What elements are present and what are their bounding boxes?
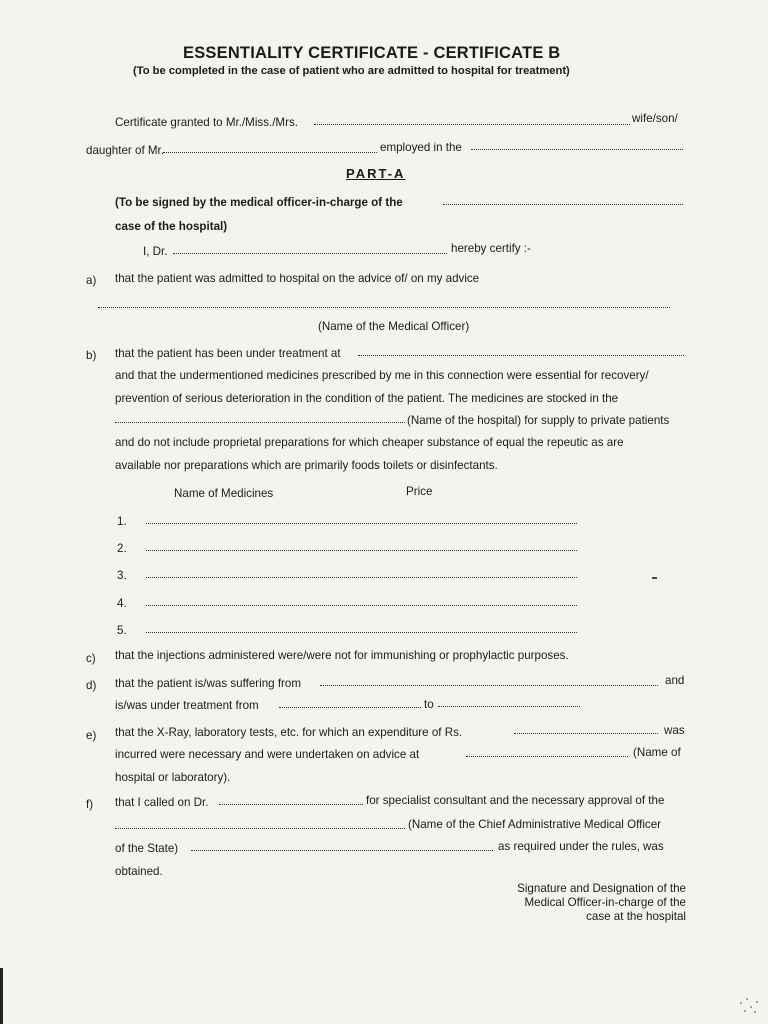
medicine-row-number: 4. (117, 597, 127, 610)
item-d-marker: d) (86, 679, 97, 692)
scan-edge-mark (0, 968, 3, 1024)
doctor-name-blank[interactable] (173, 253, 447, 254)
medical-officer-blank[interactable] (98, 307, 670, 308)
item-b-marker: b) (86, 349, 97, 362)
hospital-name-blank[interactable] (115, 422, 405, 423)
hospital-charge-blank[interactable] (443, 204, 683, 205)
wife-son-label: wife/son/ (632, 112, 678, 125)
case-of-hospital-label: case of the hospital) (115, 220, 228, 233)
chief-officer-blank[interactable] (115, 828, 405, 829)
item-d-line2: is/was under treatment from (115, 699, 259, 712)
item-e-marker: e) (86, 729, 97, 742)
treatment-from-blank[interactable] (279, 707, 421, 708)
medicine-row-number: 2. (117, 542, 127, 555)
treatment-to-blank[interactable] (438, 706, 580, 707)
certificate-subtitle: (To be completed in the case of patient who are admitted to hospital for treatment) (133, 65, 570, 77)
signature-line3: case at the hospital (586, 910, 686, 923)
item-e-was: was (664, 724, 685, 737)
price-column-header: Price (406, 485, 433, 498)
state-blank[interactable] (191, 850, 493, 851)
illness-blank[interactable] (320, 685, 658, 686)
employed-in-label: employed in the (380, 141, 462, 154)
item-b-line6: available nor preparations which are primarily foods toilets or disinfectants. (115, 459, 498, 472)
item-d-and: and (665, 674, 685, 687)
treatment-place-blank[interactable] (358, 355, 684, 356)
hereby-certify-label: hereby certify :- (451, 242, 531, 255)
item-e-line3: hospital or laboratory). (115, 771, 231, 784)
i-dr-label: I, Dr. (143, 245, 168, 258)
item-e-line2: incurred were necessary and were undertaken on advice at (115, 748, 420, 761)
item-f-line4: obtained. (115, 865, 163, 878)
medicines-column-header: Name of Medicines (174, 487, 274, 500)
item-b-line1: that the patient has been under treatment at (115, 347, 341, 360)
item-b-line2: and that the undermentioned medicines prescribed by me in this connection were essential for recovery/ (115, 369, 649, 382)
scan-mark (652, 577, 657, 579)
item-e-line1: that the X-Ray, laboratory tests, etc. for which an expenditure of Rs. (115, 726, 463, 739)
signed-by-label: (To be signed by the medical officer-in-charge of the (115, 196, 403, 209)
part-a-heading: PART-A (346, 166, 406, 181)
signature-line2: Medical Officer-in-charge of the (524, 896, 686, 909)
medicine-row-number: 1. (117, 515, 127, 528)
item-f-line1a: that I called on Dr. (115, 796, 209, 809)
item-b-line4: (Name of the hospital) for supply to private patients (407, 414, 670, 427)
advice-place-blank[interactable] (466, 756, 628, 757)
medicine-row-blank[interactable] (146, 550, 577, 551)
expenditure-blank[interactable] (514, 733, 658, 734)
signature-line1: Signature and Designation of the (517, 882, 686, 895)
medicine-row-number: 5. (117, 624, 127, 637)
item-f-line3b: as required under the rules, was (498, 840, 664, 853)
granted-to-label: Certificate granted to Mr./Miss./Mrs. (115, 116, 298, 129)
specialist-doctor-blank[interactable] (219, 804, 363, 805)
medicine-row-blank[interactable] (146, 605, 577, 606)
item-b-line3: prevention of serious deterioration in the condition of the patient. The medicines are stocked in the (115, 392, 619, 405)
item-d-line1: that the patient is/was suffering from (115, 677, 302, 690)
employer-blank[interactable] (471, 149, 683, 150)
certificate-title: ESSENTIALITY CERTIFICATE - CERTIFICATE B (183, 44, 561, 62)
item-e-name-of: (Name of (633, 746, 681, 759)
daughter-of-label: daughter of Mr. (86, 144, 164, 157)
medicine-row-blank[interactable] (146, 632, 577, 633)
father-name-blank[interactable] (163, 152, 377, 153)
item-a-text: that the patient was admitted to hospital on the advice of/ on my advice (115, 272, 480, 285)
medicine-row-blank[interactable] (146, 577, 577, 578)
item-a-marker: a) (86, 274, 97, 287)
item-b-line5: and do not include proprietal preparations for which cheaper substance of equal the repeutic as are (115, 436, 624, 449)
item-f-line3a: of the State) (115, 842, 179, 855)
medicine-row-number: 3. (117, 569, 127, 582)
item-c-marker: c) (86, 652, 96, 665)
item-d-to: to (424, 698, 434, 711)
medical-officer-caption: (Name of the Medical Officer) (318, 320, 470, 333)
medicine-row-blank[interactable] (146, 523, 577, 524)
patient-name-blank[interactable] (314, 124, 630, 125)
item-f-marker: f) (86, 798, 94, 811)
item-f-line2: (Name of the Chief Administrative Medical Officer (408, 818, 662, 831)
item-c-text: that the injections administered were/were not for immunishing or prophylactic purposes. (115, 649, 569, 662)
scan-specks (738, 996, 762, 1016)
item-f-line1b: for specialist consultant and the necessary approval of the (366, 794, 665, 807)
